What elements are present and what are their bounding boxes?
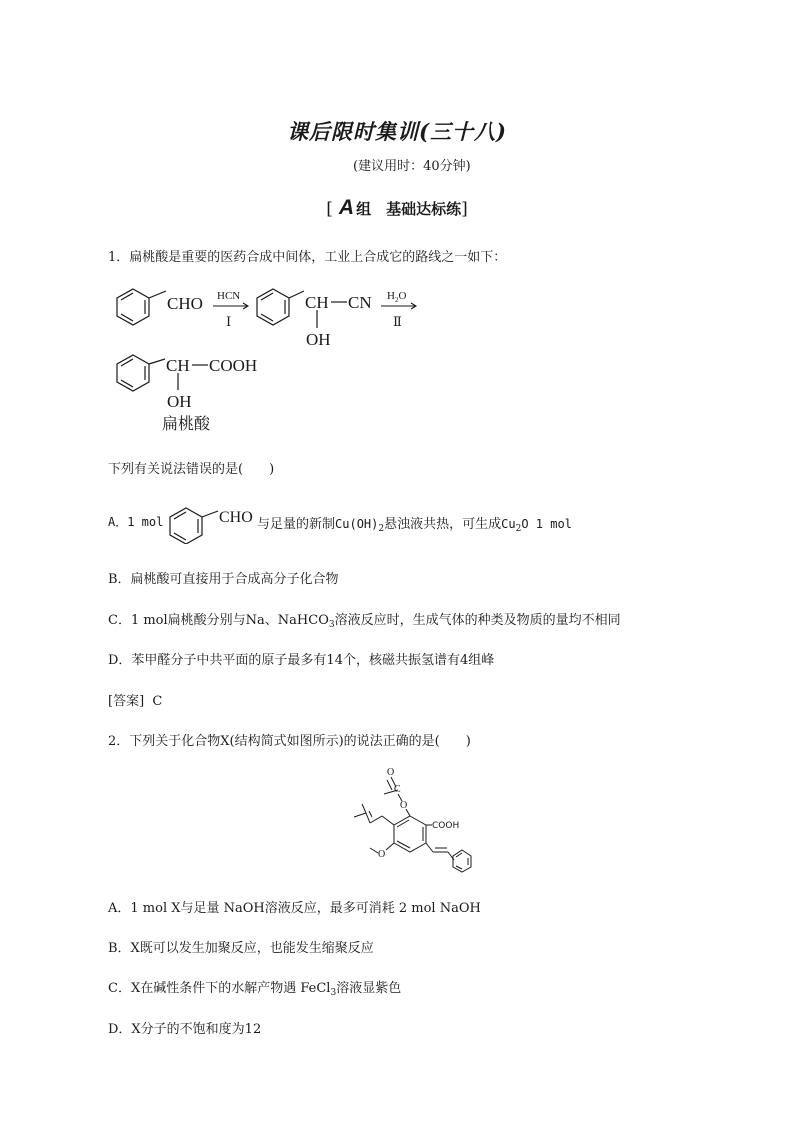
q1-answer xyxy=(108,690,162,709)
option-a-prefix: A．1 mol xyxy=(108,515,164,529)
group-letter: A xyxy=(338,196,355,219)
q1-prompt: 下列有关说法错误的是( ) xyxy=(108,462,275,477)
scheme-reagent-hcn: HCN xyxy=(217,290,241,302)
q1-option-a-text: 与足量的新制$Cu(OH)_2$悬浊液共热，可生成$Cu_2O$ 1 mol xyxy=(257,517,572,534)
scheme-cho: CHO xyxy=(167,294,203,313)
scheme-reagent-water: $H_2O$ xyxy=(387,290,407,304)
q1-stem: 1．扁桃酸是重要的医药合成中间体，工业上合成它的路线之一如下： xyxy=(108,250,507,265)
group-bracket-close: ] xyxy=(461,199,468,219)
answer-tag: [答案] xyxy=(108,694,145,709)
structure-carbonyl-c: C xyxy=(394,784,401,795)
answer-value: C xyxy=(152,694,163,709)
scheme-cooh: COOH xyxy=(209,356,258,375)
q1-option-c: C．1 mol扁桃酸分别与Na、NaHCO$_3$溶液反应时，生成气体的种类及物质的量均不相同 xyxy=(108,613,621,630)
benzene-ring-icon xyxy=(117,289,166,325)
reaction-arrow-icon xyxy=(213,303,248,309)
q1-option-b: B．扁桃酸可直接用于合成高分子化合物 xyxy=(108,572,339,587)
scheme-step-1: Ⅰ xyxy=(226,314,232,329)
scheme-ch: CH xyxy=(305,293,329,312)
scheme-ch-2: CH xyxy=(166,356,190,375)
group-label: 组 基础达标练 xyxy=(356,200,462,218)
q1-option-d: D．苯甲醛分子中共平面的原子最多有14个，核磁共振氢谱有4组峰 xyxy=(108,653,495,668)
reaction-arrow-icon xyxy=(381,303,416,309)
page-title: 课后限时集训(三十八) xyxy=(287,119,507,144)
scheme-step-2: Ⅱ xyxy=(393,314,402,329)
q2-stem: 2．下列关于化合物X(结构简式如图所示)的说法正确的是( ) xyxy=(108,734,471,749)
option-a-tail: 悬浊液共热，可生成 xyxy=(384,517,502,532)
q2-option-a: A．1 mol X与足量 NaOH溶液反应，最多可消耗 2 mol NaOH xyxy=(108,901,481,916)
option-a-mid: 与足量的新制 xyxy=(257,517,336,532)
structure-ester-o: O xyxy=(400,800,408,811)
q2-option-d: D．X分子的不饱和度为12 xyxy=(108,1022,262,1037)
product-name: 扁桃酸 xyxy=(162,414,211,433)
option-a-benzaldehyde xyxy=(166,502,260,544)
compound-x-structure xyxy=(340,764,480,880)
q1-option-a xyxy=(108,513,163,530)
option-a-cho: CHO xyxy=(219,509,253,526)
q2-option-c: C．X在碱性条件下的水解产物遇 FeCl$_3$溶液显紫色 xyxy=(108,981,402,998)
structure-carbonyl-o: O xyxy=(387,767,395,778)
suggested-time: (建议用时：40分钟) xyxy=(353,159,471,174)
structure-methoxy-o: O xyxy=(378,849,386,860)
scheme-oh-1: OH xyxy=(306,330,331,349)
structure-cooh: COOH xyxy=(432,821,460,831)
q1-reaction-scheme xyxy=(100,280,430,440)
group-bracket-open: [ xyxy=(326,199,333,219)
benzene-ring-icon xyxy=(117,355,208,391)
benzene-ring-icon xyxy=(170,508,218,544)
scheme-cn: CN xyxy=(348,293,372,312)
q2-option-b: B．X既可以发生加聚反应，也能发生缩聚反应 xyxy=(108,941,374,956)
option-a-cuoh: Cu(OH) xyxy=(335,517,379,531)
group-heading xyxy=(0,196,794,220)
benzene-ring-icon xyxy=(257,289,347,328)
scheme-oh-2: OH xyxy=(167,392,192,411)
